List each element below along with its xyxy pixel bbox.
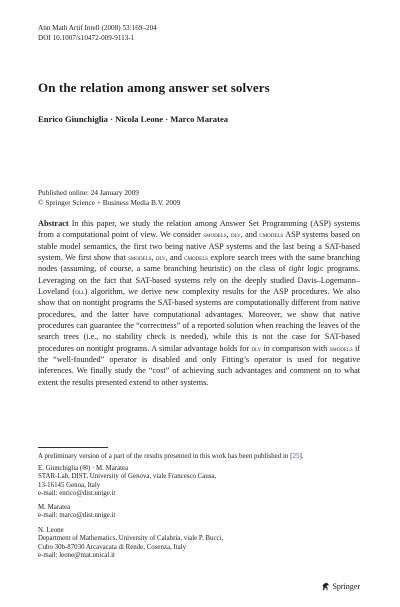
system-name: smodels [329,343,353,353]
paper-title: On the relation among answer set solvers [38,80,270,95]
affiliation-line: Department of Mathematics, University of Calabria, viale P. Bucci, [38,535,224,543]
affiliation-line: STAR-Lab, DIST, University of Genova, viale Francesco Causa, [38,473,217,481]
affiliation-line: Cubo 30b-87030 Arcavacata di Rende, Cosenza, Italy [38,543,187,551]
affiliation-block [38,527,223,560]
system-name: cmodels [259,230,284,240]
system-name: dlv [155,253,166,263]
journal-header [38,24,157,43]
system-name: dll [75,287,85,297]
affiliation-line: e-mail: enrico@dist.unige.it [38,489,116,497]
abstract-text: , [151,253,156,263]
system-name: dlv [251,343,262,353]
publisher-name: Springer [332,582,360,591]
footnote-divider [38,447,108,448]
affiliation-line: e-mail: marco@dist.unige.it [38,512,116,520]
copyright-line: © Springer Science + Business Media B.V. 2009 [38,197,181,207]
author-list: Enrico Giunchiglia · Nicola Leone · Marco Maratea [38,114,229,124]
abstract-text: explore search trees with the same branching nodes (assuming, of course, a same branching heuristic) on the class of [38,253,360,274]
springer-horse-icon [321,582,330,591]
system-name: smodels [128,253,152,263]
journal-citation: Ann Math Artif Intell (2008) 53:169–204 [38,24,157,32]
abstract-text: ASP systems based on stable model semantics, the first two being native ASP systems and the last being a SAT-based system. We first show that [38,230,360,263]
published-date: Published online: 24 January 2009 [38,188,139,197]
affiliation-block [38,504,115,521]
abstract-text: , and [240,230,260,240]
affiliation-block [38,465,216,498]
affiliation-line: N. Leone [38,527,64,534]
abstract-text: , and [165,253,185,263]
affiliation-line: E. Giunchiglia (✉) · M. Maratea [38,465,129,472]
system-name: cmodels [184,253,209,263]
abstract-text: logic programs. Leveraging on the fact that SAT-based systems rely on the deeply studied Davis–Logemann–Loveland ( [38,264,361,297]
footnote [38,452,304,461]
abstract-label: Abstract [38,219,69,228]
footnote-end: ]. [299,452,304,460]
publication-info [38,188,180,207]
affiliation-line: e-mail: leone@mat.unical.it [38,551,115,559]
abstract-text: ) algorithm, we derive new complexity results for the ASP procedures. We also show that on nontight programs the SAT-based systems are computationally different from native procedures, and the latter have computational advantages. Moreover, we show that native procedures can guarantee the “correctness” of a reported solution when reaching the leaves of the search trees (i.e., no stability check is needed), while this is not the case for SAT-based procedures on nontight programs. A similar advantage holds for [38,287,360,353]
citation-link[interactable]: 25 [292,452,300,460]
abstract [38,218,360,388]
abstract-text: In this paper, we study the relation among Answer Set Programming (ASP) systems from a computational point of view. We consider [38,219,360,240]
doi: DOI 10.1007/s10472-009-9113-1 [38,33,135,42]
footnote-text: A preliminary version of a part of the results presented in this work has been published in [ [38,452,293,460]
abstract-text: if the “well-founded” operator is disabled and only Fitting’s operator is used for negative inferences. We finally study the “cost” of achieving such advantages and comment on to what extent the results presented extend to other systems. [38,343,360,387]
emphasis-tight: tight [288,264,304,274]
abstract-text: in comparison with [261,343,330,353]
affiliation-line: 13-16145 Genoa, Italy [38,481,101,489]
affiliation-line: M. Maratea [38,504,71,511]
system-name: dlv [230,230,241,240]
abstract-text: , [226,230,231,240]
system-name: smodels [203,230,227,240]
publisher-logo [321,582,360,591]
